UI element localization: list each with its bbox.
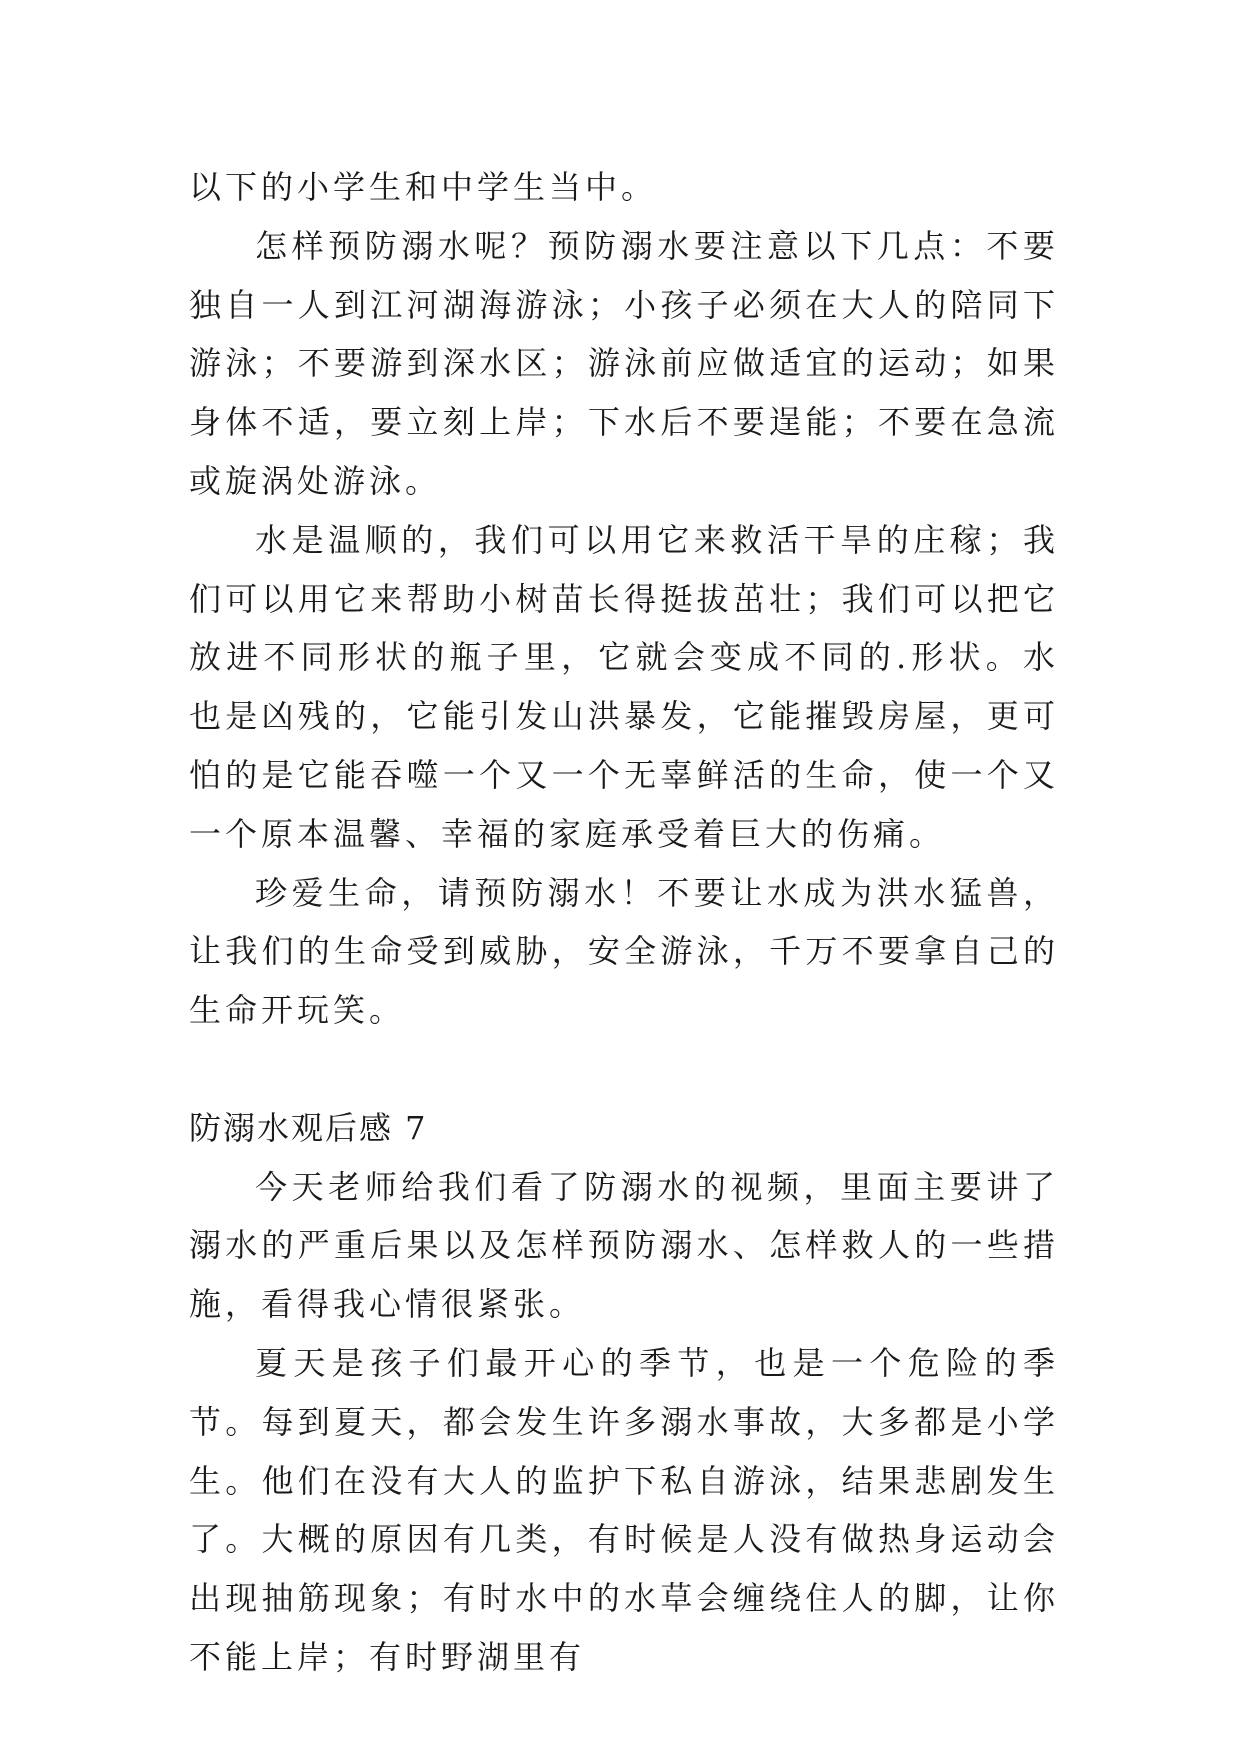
- paragraph-summer-dangers: 夏天是孩子们最开心的季节，也是一个危险的季节。每到夏天，都会发生许多溺水事故，大多都是小学生。他们在没有大人的监护下私自游泳，结果悲剧发生了。大概的原因有几类，有时候是人没有做热身运动会出现抽筋现象；有时水中的水草会缠绕住人的脚，让你不能上岸；有时野湖里有: [189, 1343, 1059, 1676]
- paragraph-prevention-tips: 怎样预防溺水呢？预防溺水要注意以下几点：不要独自一人到江河湖海游泳；小孩子必须在大人的陪同下游泳；不要游到深水区；游泳前应做适宜的运动；如果身体不适，要立刻上岸；下水后不要逞能；不要在急流或旋涡处游泳。: [189, 226, 1059, 500]
- paragraph-nature-of-water: 水是温顺的，我们可以用它来救活干旱的庄稼；我们可以用它来帮助小树苗长得挺拔茁壮；我们可以把它放进不同形状的瓶子里，它就会变成不同的.形状。水也是凶残的，它能引发山洪暴发，它能摧毁房屋，更可怕的是它能吞噬一个又一个无辜鲜活的生命，使一个又一个原本温馨、幸福的家庭承受着巨大的伤痛。: [189, 520, 1059, 853]
- section-title: 防溺水观后感 7: [189, 1108, 428, 1147]
- section-spacer: [189, 1040, 1059, 1099]
- paragraph-continuation: 以下的小学生和中学生当中。: [189, 168, 658, 206]
- paragraph-video-intro: 今天老师给我们看了防溺水的视频，里面主要讲了溺水的严重后果以及怎样预防溺水、怎样救人的一些措施，看得我心情很紧张。: [189, 1167, 1059, 1324]
- paragraph-cherish-life: 珍爱生命，请预防溺水！不要让水成为洪水猛兽，让我们的生命受到威胁，安全游泳，千万不要拿自己的生命开玩笑。: [189, 873, 1059, 1030]
- document-body: [189, 158, 1059, 1687]
